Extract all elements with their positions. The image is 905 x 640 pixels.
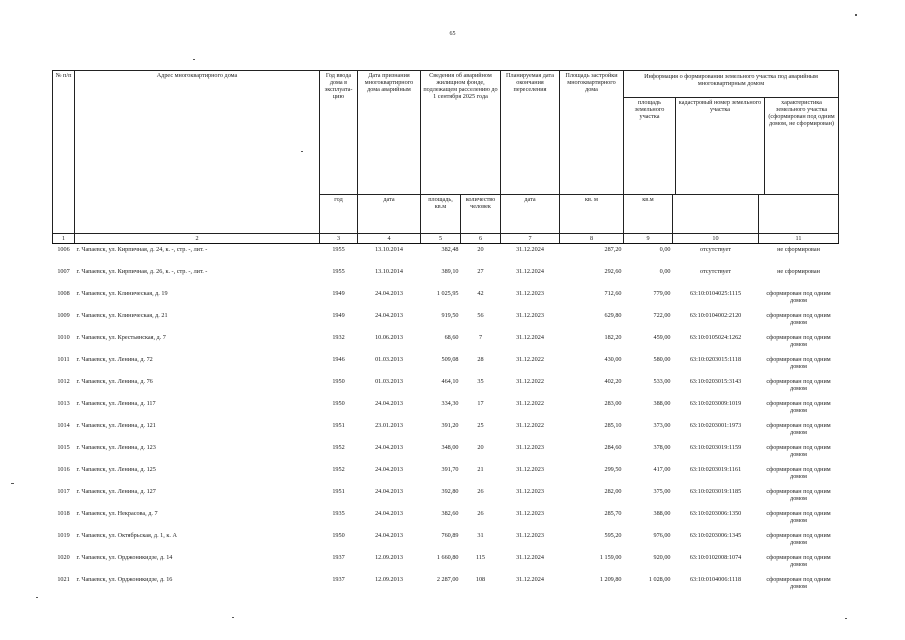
row-characteristic: не сформирован xyxy=(777,268,820,275)
scan-speck xyxy=(193,59,195,60)
row-plan-date: 31.12.2023 xyxy=(516,532,544,539)
table-row xyxy=(53,332,839,354)
row-date: 13.10.2014 xyxy=(375,268,403,275)
row-people: 56 xyxy=(477,312,484,319)
table-row xyxy=(53,310,839,332)
row-address: г. Чапаевск, ул. Орджоникидзе, д. 16 xyxy=(76,576,173,583)
row-land-area: 580,00 xyxy=(653,356,671,363)
row-address: г. Чапаевск, ул. Ленина, д. 76 xyxy=(76,378,153,385)
row-characteristic: сформирован под одним домом xyxy=(766,356,831,370)
row-year: 1946 xyxy=(332,356,345,363)
row-area: 1 660,80 xyxy=(436,554,459,561)
row-characteristic: сформирован под одним домом xyxy=(766,422,831,436)
row-people: 26 xyxy=(477,510,484,517)
row-people: 31 xyxy=(477,532,484,539)
row-address: г. Чапаевск, ул. Ленина, д. 123 xyxy=(76,444,156,451)
row-people: 28 xyxy=(477,356,484,363)
row-area: 1 025,95 xyxy=(436,290,459,297)
row-number: 1008 xyxy=(57,290,70,297)
row-date: 24.04.2013 xyxy=(375,290,403,297)
row-land-area: 1 028,00 xyxy=(648,576,671,583)
row-land-area: 378,00 xyxy=(653,444,671,451)
row-number: 1013 xyxy=(57,400,70,407)
header-land-info xyxy=(624,71,839,195)
header-planned-date: Планируемая дата окончания переселения xyxy=(501,71,560,195)
row-cadastral: 63:10:0203015:1118 xyxy=(689,356,742,363)
row-number: 1006 xyxy=(57,246,70,253)
row-number: 1007 xyxy=(57,268,70,275)
row-characteristic: сформирован под одним домом xyxy=(766,378,831,392)
page-number: 65 xyxy=(449,31,456,37)
unit-plan-date: дата xyxy=(501,195,560,234)
row-people: 17 xyxy=(477,400,484,407)
row-number: 1010 xyxy=(57,334,70,341)
header-characteristic: характеристика земельного участка (сформирован под одним домом, не сформирован) xyxy=(765,98,839,194)
col-number: 4 xyxy=(358,234,421,244)
unit-date: дата xyxy=(358,195,421,234)
row-cadastral: 63:10:0203009:1019 xyxy=(689,400,742,407)
row-land-area: 459,00 xyxy=(653,334,671,341)
col-number: 11 xyxy=(759,234,839,244)
row-plan-date: 31.12.2022 xyxy=(516,400,544,407)
row-plan-date: 31.12.2022 xyxy=(516,378,544,385)
row-cadastral: отсутствует xyxy=(700,268,731,275)
row-people: 7 xyxy=(478,334,483,341)
table-row xyxy=(53,266,839,288)
row-date: 24.04.2013 xyxy=(375,312,403,319)
header-num: № п/п xyxy=(53,71,75,234)
row-number: 1012 xyxy=(57,378,70,385)
row-plan-date: 31.12.2023 xyxy=(516,510,544,517)
row-build-area: 282,00 xyxy=(604,488,622,495)
header-address: Адрес многоквартирного дома xyxy=(75,71,320,234)
row-cadastral: 63:10:0104002:2120 xyxy=(689,312,742,319)
column-numbers-row xyxy=(53,234,839,244)
row-address: г. Чапаевск, ул. Кирпичная, д. 24, к. -, стр. -, лит. - xyxy=(76,246,208,253)
header-date-emergency: Дата признания многоквартирного дома аварийным xyxy=(358,71,421,195)
row-land-area: 722,00 xyxy=(653,312,671,319)
col-number: 10 xyxy=(673,234,759,244)
row-date: 12.09.2013 xyxy=(375,554,403,561)
header-cadastral: кадастровый номер земельного участка xyxy=(676,98,765,194)
row-characteristic: сформирован под одним домом xyxy=(766,466,831,480)
row-build-area: 1 209,80 xyxy=(599,576,622,583)
row-area: 391,70 xyxy=(441,466,459,473)
row-cadastral: 63:10:0104006:1118 xyxy=(689,576,742,583)
row-people: 42 xyxy=(477,290,484,297)
table-row xyxy=(53,376,839,398)
col-number: 8 xyxy=(560,234,624,244)
row-characteristic: сформирован под одним домом xyxy=(766,576,831,590)
row-address: г. Чапаевск, ул. Крестьянская, д. 7 xyxy=(76,334,166,341)
row-area: 382,48 xyxy=(441,246,459,253)
row-date: 24.04.2013 xyxy=(375,400,403,407)
unit-land-area: кв.м xyxy=(624,195,673,234)
row-cadastral: 63:10:0203006:1345 xyxy=(689,532,742,539)
row-address: г. Чапаевск, ул. Клиническая, д. 19 xyxy=(76,290,168,297)
row-build-area: 430,00 xyxy=(604,356,622,363)
col-number: 9 xyxy=(624,234,673,244)
row-cadastral: 63:10:0203019:1159 xyxy=(689,444,742,451)
row-characteristic: сформирован под одним домом xyxy=(766,312,831,326)
row-cadastral: 63:10:0203006:1350 xyxy=(689,510,742,517)
row-plan-date: 31.12.2024 xyxy=(516,576,544,583)
row-number: 1018 xyxy=(57,510,70,517)
table-row xyxy=(53,442,839,464)
row-area: 919,50 xyxy=(441,312,459,319)
row-land-area: 779,00 xyxy=(653,290,671,297)
row-number: 1019 xyxy=(57,532,70,539)
row-characteristic: сформирован под одним домом xyxy=(766,400,831,414)
col-number: 7 xyxy=(501,234,560,244)
header-build-area: Площадь застройки многоквартирного дома xyxy=(560,71,624,195)
row-build-area: 287,20 xyxy=(604,246,622,253)
row-address: г. Чапаевск, ул. Ленина, д. 121 xyxy=(76,422,156,429)
row-date: 23.01.2013 xyxy=(375,422,403,429)
row-plan-date: 31.12.2022 xyxy=(516,422,544,429)
row-characteristic: сформирован под одним домом xyxy=(766,510,831,524)
row-build-area: 284,60 xyxy=(604,444,622,451)
row-land-area: 373,00 xyxy=(653,422,671,429)
row-area: 68,60 xyxy=(444,334,459,341)
row-area: 760,89 xyxy=(441,532,459,539)
col-number: 6 xyxy=(461,234,501,244)
row-land-area: 920,00 xyxy=(653,554,671,561)
row-people: 20 xyxy=(477,444,484,451)
row-area: 348,00 xyxy=(441,444,459,451)
table-row xyxy=(53,508,839,530)
row-people: 21 xyxy=(477,466,484,473)
row-date: 13.10.2014 xyxy=(375,246,403,253)
scan-speck xyxy=(11,483,14,484)
row-year: 1937 xyxy=(332,576,345,583)
row-land-area: 375,00 xyxy=(653,488,671,495)
table-row xyxy=(53,288,839,310)
row-land-area: 388,00 xyxy=(653,510,671,517)
row-build-area: 285,10 xyxy=(604,422,622,429)
row-cadastral: отсутствует xyxy=(700,246,731,253)
unit-year: год xyxy=(320,195,358,234)
header-fund-info: Сведения об аварийном жилищном фонде, подлежащем расселению до 1 сентября 2025 года xyxy=(421,71,501,195)
table-body xyxy=(53,244,839,597)
row-area: 389,10 xyxy=(441,268,459,275)
row-characteristic: сформирован под одним домом xyxy=(766,532,831,546)
row-build-area: 595,20 xyxy=(604,532,622,539)
row-area: 334,30 xyxy=(441,400,459,407)
unit-build-area: кв. м xyxy=(560,195,624,234)
row-cadastral: 63:10:0104025:1115 xyxy=(689,290,742,297)
row-people: 25 xyxy=(477,422,484,429)
table-row xyxy=(53,354,839,376)
unit-cadastral-empty xyxy=(673,195,759,234)
row-date: 12.09.2013 xyxy=(375,576,403,583)
col-number: 2 xyxy=(75,234,320,244)
row-year: 1949 xyxy=(332,312,345,319)
row-build-area: 285,70 xyxy=(604,510,622,517)
row-date: 10.06.2013 xyxy=(375,334,403,341)
row-plan-date: 31.12.2023 xyxy=(516,488,544,495)
header-land-sub xyxy=(624,98,838,194)
scan-speck xyxy=(301,151,303,152)
row-land-area: 0,00 xyxy=(659,268,671,275)
row-number: 1014 xyxy=(57,422,70,429)
row-characteristic: не сформирован xyxy=(777,246,820,253)
row-characteristic: сформирован под одним домом xyxy=(766,488,831,502)
row-land-area: 388,00 xyxy=(653,400,671,407)
row-cadastral: 63:10:0102008:1074 xyxy=(689,554,742,561)
row-area: 509,08 xyxy=(441,356,459,363)
table-row xyxy=(53,574,839,596)
header-land-info-title: Информация о формировании земельного участка под аварийным многоквартирным домом xyxy=(624,71,838,98)
table-row xyxy=(53,486,839,508)
row-number: 1020 xyxy=(57,554,70,561)
row-year: 1950 xyxy=(332,532,345,539)
table-row xyxy=(53,398,839,420)
row-number: 1016 xyxy=(57,466,70,473)
row-number: 1017 xyxy=(57,488,70,495)
row-characteristic: сформирован под одним домом xyxy=(766,290,831,304)
row-year: 1935 xyxy=(332,510,345,517)
row-build-area: 182,20 xyxy=(604,334,622,341)
row-address: г. Чапаевск, ул. Кирпичная, д. 26, к. -, стр. -, лит. - xyxy=(76,268,208,275)
row-plan-date: 31.12.2023 xyxy=(516,466,544,473)
unit-characteristic-empty xyxy=(759,195,839,234)
row-date: 24.04.2013 xyxy=(375,488,403,495)
row-cadastral: 63:10:0203019:1161 xyxy=(689,466,742,473)
row-characteristic: сформирован под одним домом xyxy=(766,554,831,568)
unit-area: площадь, кв.м xyxy=(421,195,461,234)
table-row xyxy=(53,464,839,486)
row-people: 26 xyxy=(477,488,484,495)
row-characteristic: сформирован под одним домом xyxy=(766,334,831,348)
row-address: г. Чапаевск, ул. Ленина, д. 117 xyxy=(76,400,156,407)
row-year: 1950 xyxy=(332,400,345,407)
row-date: 24.04.2013 xyxy=(375,532,403,539)
row-address: г. Чапаевск, ул. Орджоникидзе, д. 14 xyxy=(76,554,173,561)
row-area: 2 287,00 xyxy=(436,576,459,583)
row-address: г. Чапаевск, ул. Октябрьская, д. 1, к. А xyxy=(76,532,177,539)
row-year: 1950 xyxy=(332,378,345,385)
row-land-area: 0,00 xyxy=(659,246,671,253)
row-year: 1949 xyxy=(332,290,345,297)
row-build-area: 1 159,00 xyxy=(599,554,622,561)
scan-speck xyxy=(845,618,847,619)
row-area: 382,60 xyxy=(441,510,459,517)
row-people: 27 xyxy=(477,268,484,275)
row-address: г. Чапаевск, ул. Ленина, д. 127 xyxy=(76,488,156,495)
row-year: 1952 xyxy=(332,444,345,451)
scan-speck xyxy=(855,14,857,16)
row-year: 1951 xyxy=(332,422,345,429)
row-address: г. Чапаевск, ул. Клиническая, д. 21 xyxy=(76,312,168,319)
row-build-area: 712,60 xyxy=(604,290,622,297)
row-address: г. Чапаевск, ул. Ленина, д. 72 xyxy=(76,356,153,363)
col-number: 1 xyxy=(53,234,75,244)
row-year: 1937 xyxy=(332,554,345,561)
header-year: Год ввода дома в эксплуата-цию xyxy=(320,71,358,195)
header-land-area: площадь земельного участка xyxy=(624,98,676,194)
row-plan-date: 31.12.2022 xyxy=(516,356,544,363)
row-people: 108 xyxy=(475,576,486,583)
row-cadastral: 63:10:0203015:3143 xyxy=(689,378,742,385)
row-plan-date: 31.12.2023 xyxy=(516,290,544,297)
row-year: 1955 xyxy=(332,246,345,253)
row-plan-date: 31.12.2024 xyxy=(516,246,544,253)
row-address: г. Чапаевск, ул. Ленина, д. 125 xyxy=(76,466,156,473)
row-plan-date: 31.12.2023 xyxy=(516,312,544,319)
row-number: 1021 xyxy=(57,576,70,583)
row-date: 01.03.2013 xyxy=(375,378,403,385)
row-build-area: 402,20 xyxy=(604,378,622,385)
row-build-area: 292,60 xyxy=(604,268,622,275)
row-build-area: 283,00 xyxy=(604,400,622,407)
row-date: 01.03.2013 xyxy=(375,356,403,363)
emergency-housing-table xyxy=(52,70,839,596)
row-area: 392,80 xyxy=(441,488,459,495)
row-land-area: 417,00 xyxy=(653,466,671,473)
row-date: 24.04.2013 xyxy=(375,466,403,473)
row-year: 1952 xyxy=(332,466,345,473)
row-cadastral: 63:10:0203019:1185 xyxy=(689,488,742,495)
row-number: 1009 xyxy=(57,312,70,319)
table-row xyxy=(53,244,839,267)
col-number: 3 xyxy=(320,234,358,244)
table-row xyxy=(53,530,839,552)
row-date: 24.04.2013 xyxy=(375,510,403,517)
row-plan-date: 31.12.2023 xyxy=(516,444,544,451)
row-build-area: 299,50 xyxy=(604,466,622,473)
row-land-area: 533,00 xyxy=(653,378,671,385)
row-build-area: 629,80 xyxy=(604,312,622,319)
row-year: 1955 xyxy=(332,268,345,275)
row-plan-date: 31.12.2024 xyxy=(516,554,544,561)
row-number: 1011 xyxy=(57,356,70,363)
row-year: 1932 xyxy=(332,334,345,341)
row-people: 115 xyxy=(475,554,486,561)
header-row xyxy=(53,71,839,195)
row-land-area: 976,00 xyxy=(653,532,671,539)
row-people: 35 xyxy=(477,378,484,385)
row-plan-date: 31.12.2024 xyxy=(516,334,544,341)
row-people: 20 xyxy=(477,246,484,253)
row-date: 24.04.2013 xyxy=(375,444,403,451)
row-number: 1015 xyxy=(57,444,70,451)
unit-count: количество человек xyxy=(461,195,501,234)
scan-speck xyxy=(36,597,38,598)
row-cadastral: 63:10:0203001:1973 xyxy=(689,422,742,429)
row-address: г. Чапаевск, ул. Некрасова, д. 7 xyxy=(76,510,158,517)
col-number: 5 xyxy=(421,234,461,244)
table-row xyxy=(53,552,839,574)
row-year: 1951 xyxy=(332,488,345,495)
row-area: 464,10 xyxy=(441,378,459,385)
row-characteristic: сформирован под одним домом xyxy=(766,444,831,458)
table-row xyxy=(53,420,839,442)
row-area: 391,20 xyxy=(441,422,459,429)
scan-speck xyxy=(232,617,234,618)
row-cadastral: 63:10:0105024:1262 xyxy=(689,334,742,341)
row-plan-date: 31.12.2024 xyxy=(516,268,544,275)
